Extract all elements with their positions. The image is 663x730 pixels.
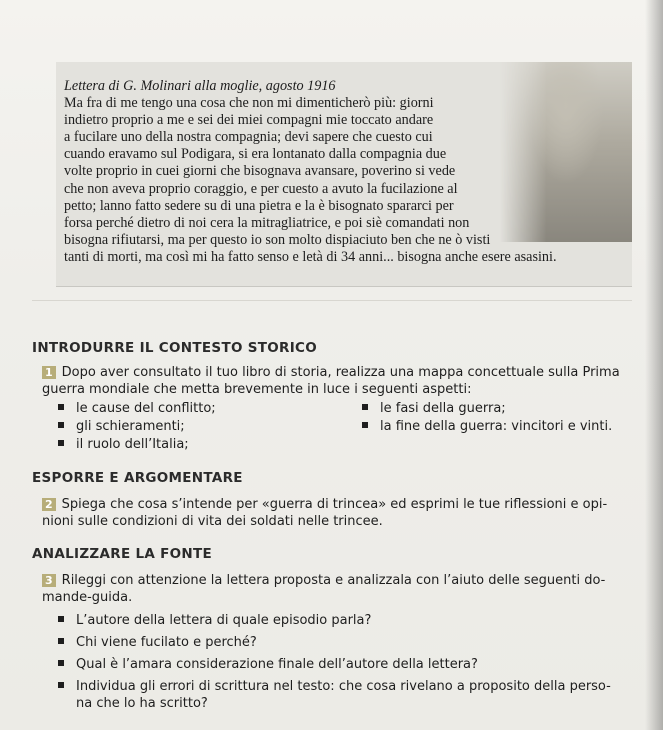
bullet-item: L’autore della lettera di quale episodio parla? (58, 612, 371, 629)
task-3 (42, 572, 632, 606)
task-number: 2 (42, 498, 56, 511)
heading-fonte: ANALIZZARE LA FONTE (32, 546, 213, 562)
letter-line: petto; lanno fatto sedere su di una pietra e la è bisognato spararci per (64, 197, 454, 214)
task-3-line-1: Rileggi con attenzione la lettera proposta e analizzala con l’aiuto delle seguenti do- (61, 573, 606, 588)
task-number: 3 (42, 574, 56, 587)
letter-line: che non aveva proprio coraggio, e per cuesto a avuto la fucilazione al (64, 180, 458, 197)
bullet-square-icon (362, 404, 368, 410)
bullet-square-icon (58, 616, 64, 622)
heading-contesto: INTRODURRE IL CONTESTO STORICO (32, 340, 318, 356)
page-edge-shadow (645, 0, 663, 730)
letter-line: forsa perché dietro di noi cera la mitragliatrice, e poi siè comandati non (64, 214, 470, 231)
bullet-square-icon (58, 660, 64, 666)
bullet-item: le cause del conflitto; (58, 400, 216, 417)
bullet-item: le fasi della guerra; (362, 400, 506, 417)
letter-title: Lettera di G. Molinari alla moglie, agosto 1916 (64, 78, 336, 94)
heading-esporre: ESPORRE E ARGOMENTARE (32, 470, 243, 486)
bullet-item: Chi viene fucilato e perché? (58, 634, 257, 651)
bullet-square-icon (58, 638, 64, 644)
task-2-line-2: nioni sulle condizioni di vita dei soldati nelle trincee. (42, 514, 383, 529)
task-3-line-2: mande-guida. (42, 590, 133, 605)
bullet-item: Qual è l’amara considerazione finale dell’autore della lettera? (58, 656, 478, 673)
letter-line: a fucilare uno della nostra compagnia; devi sapere che cuesto cui (64, 129, 433, 146)
letter-line: Ma fra di me tengo una cosa che non mi dimenticherò più: giorni (64, 95, 434, 112)
task-2 (42, 496, 632, 530)
letter-text (64, 78, 624, 266)
bullet-square-icon (58, 682, 64, 688)
bullet-item: gli schieramenti; (58, 418, 185, 435)
letter-line: bisogna rifiutarsi, ma per questo io son molto dispiaciuto ben che ne ò visti (64, 231, 491, 248)
bullet-item: Individua gli errori di scrittura nel testo: che cosa rivelano a proposito della perso- na che lo ha scritto? (58, 678, 611, 712)
divider (32, 300, 632, 301)
task-2-line-1: Spiega che cosa s’intende per «guerra di trincea» ed esprimi le tue riflessioni e opi- (61, 497, 608, 512)
letter-line: volte proprio in cuei giorni che bisognava avansare, poverino si vede (64, 163, 456, 180)
bullet-continuation: na che lo ha scritto? (76, 696, 208, 711)
task-number: 1 (42, 366, 56, 379)
bullet-square-icon (58, 404, 64, 410)
letter-line: indietro proprio a me e sei dei miei compagni mie toccato andare (64, 112, 434, 129)
bullet-square-icon (58, 422, 64, 428)
letter-line: cuando eravamo sul Podigara, si era lontanato dalla compagnia due (64, 146, 447, 163)
bullet-square-icon (362, 422, 368, 428)
task-1-line-2: guerra mondiale che metta brevemente in luce i seguenti aspetti: (42, 382, 472, 397)
bullet-item: la fine della guerra: vincitori e vinti. (362, 418, 612, 435)
bullet-square-icon (58, 440, 64, 446)
task-1-line-1: Dopo aver consultato il tuo libro di storia, realizza una mappa concettuale sulla Prima (61, 365, 620, 380)
bullet-item: il ruolo dell’Italia; (58, 436, 189, 453)
letter-line: tanti di morti, ma così mi ha fatto senso e letà di 34 anni... bisogna anche esere asasini. (64, 248, 557, 265)
task-1 (42, 364, 632, 398)
